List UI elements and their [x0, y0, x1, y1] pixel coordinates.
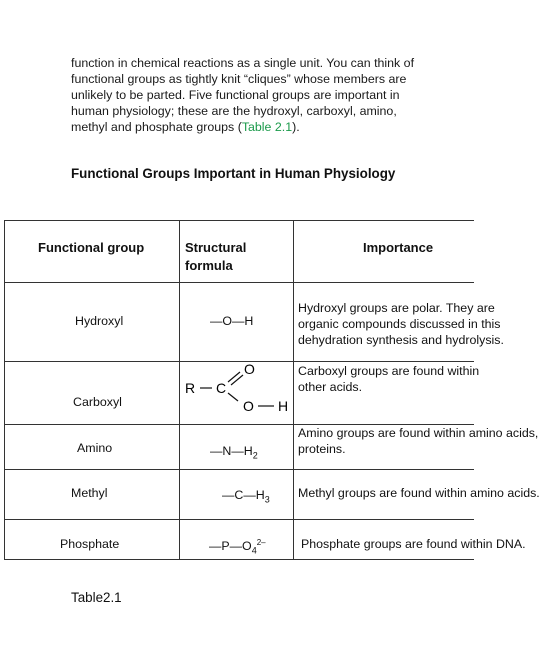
double-bond-1 [228, 372, 240, 382]
formula-methyl-sub: 3 [264, 494, 270, 505]
bond-c-o [228, 393, 238, 401]
formula-methyl [222, 488, 270, 504]
importance-line: Phosphate groups are found within DNA. [301, 537, 526, 551]
column-divider [4, 220, 5, 560]
formula-amino [210, 444, 258, 460]
importance-amino [298, 425, 539, 457]
group-carboxyl: Carboxyl [73, 395, 122, 409]
intro-line-5-text: methyl and phosphate groups ( [71, 120, 242, 134]
intro-line-5-end: ). [292, 120, 300, 134]
row-divider [4, 282, 474, 283]
formula-phosphate-main: —P—O [209, 539, 252, 554]
group-amino: Amino [77, 441, 113, 455]
carboxyl-o-double: O [244, 361, 255, 377]
group-methyl: Methyl [71, 486, 108, 500]
row-divider [4, 519, 474, 520]
formula-phosphate-sub: 4 [251, 545, 257, 556]
intro-line-3: unlikely to be parted. Five functional groups are important in [71, 88, 400, 102]
table-caption: Table2.1 [71, 590, 122, 605]
carboxyl-c: C [216, 380, 227, 396]
importance-line: Methyl groups are found within amino acids. [298, 486, 540, 500]
functional-groups-table [4, 220, 540, 560]
importance-line: Amino groups are found within amino acids, [298, 426, 539, 440]
row-divider [4, 469, 474, 470]
column-divider [179, 220, 180, 560]
double-bond-2 [231, 375, 243, 385]
importance-carboxyl [298, 363, 480, 395]
formula-hydroxyl: —O—H [210, 314, 254, 328]
importance-methyl [298, 485, 540, 501]
intro-line-1: function in chemical reactions as a single unit. You can think of [71, 56, 415, 70]
table-border-bottom [4, 559, 474, 560]
carboxyl-o-single: O [243, 398, 254, 414]
group-hydroxyl: Hydroxyl [75, 314, 124, 328]
importance-line: proteins. [298, 442, 346, 456]
section-heading: Functional Groups Important in Human Physiology [71, 166, 396, 181]
intro-line-5 [71, 119, 411, 135]
column-divider [293, 220, 294, 560]
header-functional-group: Functional group [38, 240, 145, 255]
header-importance: Importance [363, 240, 434, 255]
group-phosphate: Phosphate [60, 537, 120, 551]
intro-line-4: human physiology; these are the hydroxyl, carboxyl, amino, [71, 104, 397, 118]
importance-line: Hydroxyl groups are polar. They are [298, 301, 495, 315]
formula-amino-main: —N—H [210, 444, 253, 458]
table-border-top [4, 220, 474, 221]
importance-line: organic compounds discussed in this [298, 317, 501, 331]
intro-paragraph [71, 55, 415, 135]
row-divider [4, 361, 474, 362]
formula-amino-sub: 2 [252, 450, 258, 461]
carboxyl-h: H [278, 398, 289, 414]
carboxyl-structure-diagram [182, 363, 292, 421]
header-structural-formula-line1: Structural [185, 240, 247, 255]
importance-phosphate [301, 536, 526, 552]
header-structural-formula-line2: formula [185, 258, 233, 273]
table-link[interactable]: Table 2.1 [241, 120, 293, 134]
formula-phosphate-charge: 2– [256, 538, 266, 547]
intro-line-2: functional groups as tightly knit “cliques” whose members are [71, 72, 407, 86]
importance-hydroxyl [298, 300, 504, 348]
importance-line: Carboxyl groups are found within [298, 364, 480, 378]
header-structural-formula [185, 239, 246, 275]
importance-line: dehydration synthesis and hydrolysis. [298, 333, 504, 347]
importance-line: other acids. [298, 380, 363, 394]
carboxyl-r: R [185, 380, 196, 396]
formula-methyl-main: —C—H [222, 488, 265, 502]
formula-phosphate [209, 538, 266, 556]
